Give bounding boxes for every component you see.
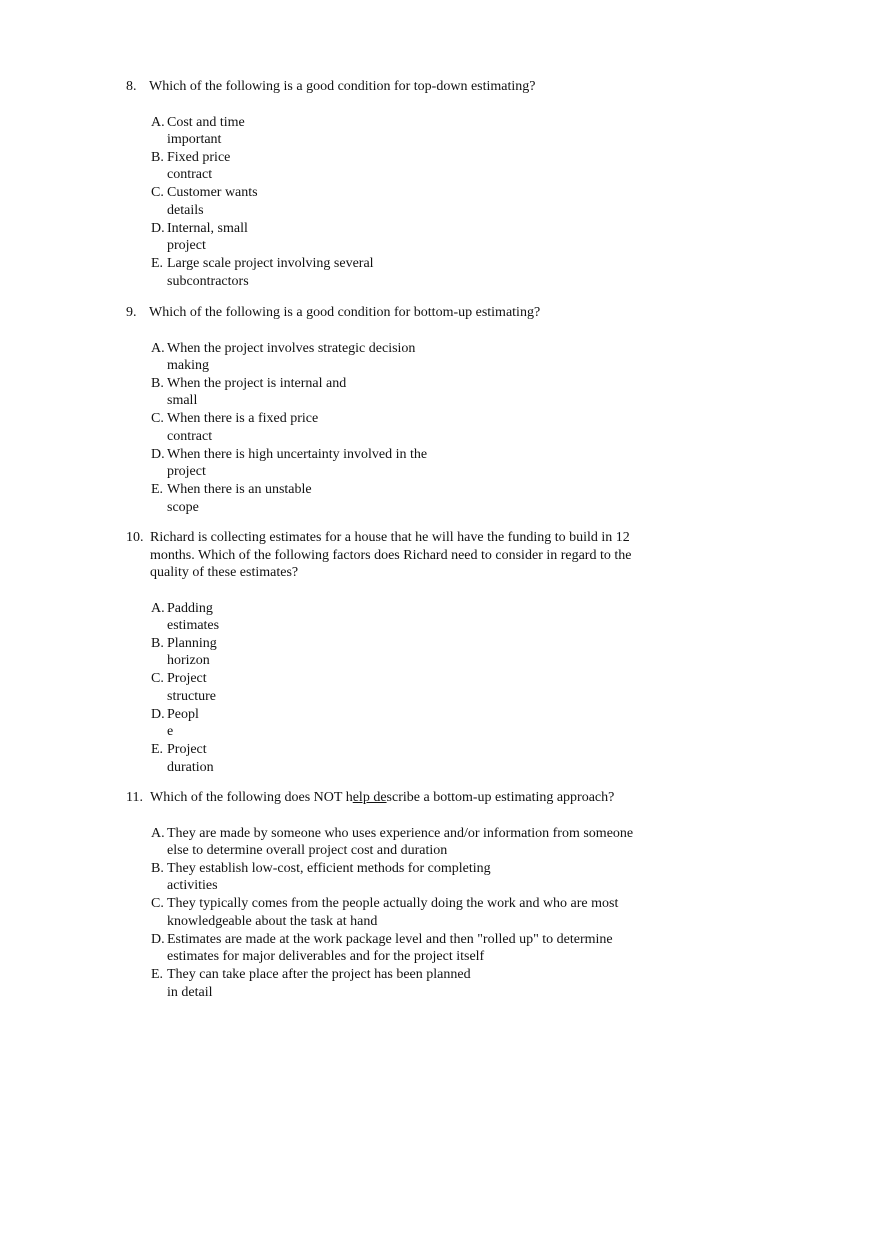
question-text-underlined: elp de [352,790,387,805]
option-line: duration [167,759,214,775]
answer-options [151,340,666,517]
option-letter: A. [151,825,165,841]
option-line: knowledgeable about the task at hand [167,913,378,929]
option-letter: A. [151,600,165,616]
option-line: When there is high uncertainty involved in the [167,446,428,462]
option-line: Peopl [167,706,199,722]
question-stem [126,529,666,582]
option-line: They are made by someone who uses experience and/or information from someone [167,825,634,841]
answer-option-c [151,410,666,445]
question-text-after: scribe a bottom-up estimating approach? [386,790,615,805]
option-text [167,966,471,1001]
option-line: details [167,202,204,218]
question-stem [126,304,666,322]
answer-option-d [151,446,666,481]
option-line: subcontractors [167,273,249,289]
option-line: small [167,393,198,409]
option-line: else to determine overall project cost and duration [167,843,448,858]
option-letter: E. [151,967,164,983]
option-line: When there is a fixed price [167,411,319,427]
option-line: When the project involves strategic decision [167,340,416,356]
option-line: Estimates are made at the work package level and then "rolled up" to determine [167,931,613,947]
option-line: Customer wants [167,185,258,201]
question-text-before: Which of the following does NOT h [150,790,353,805]
option-letter: D. [151,446,165,462]
question-number: 8. [126,79,137,94]
answer-options [151,825,666,1002]
question-line: months. Which of the following factors does Richard need to consider in regard to the [150,547,632,563]
option-letter: C. [151,185,164,201]
answer-option-c [151,670,666,705]
option-letter: A. [151,340,165,356]
option-line: project [167,238,206,254]
option-line: horizon [167,653,210,669]
question-10 [126,529,666,776]
question-line: Richard is collecting estimates for a house that he will have the funding to build in 12 [150,530,630,545]
question-11 [126,789,666,1001]
option-letter: D. [151,706,165,722]
answer-option-b [151,375,666,410]
option-letter: D. [151,931,165,947]
option-line: contract [167,428,213,444]
question-stem [126,78,666,96]
question-stem [126,789,666,807]
option-text [167,741,214,776]
question-text: Which of the following is a good condition for bottom-up estimating? [149,305,541,320]
option-text [167,184,258,219]
option-line: Internal, small [167,220,248,236]
option-letter: C. [151,411,164,427]
option-line: structure [167,688,216,704]
answer-option-a [151,340,666,375]
option-letter: C. [151,671,164,687]
option-line: contract [167,167,213,183]
option-letter: C. [151,896,164,912]
option-line: activities [167,878,218,894]
answer-option-e [151,481,666,516]
option-text [167,895,618,930]
option-letter: B. [151,860,164,876]
option-line: Large scale project involving several [167,256,374,272]
option-text [167,670,216,705]
option-text [167,931,613,966]
question-text: Which of the following is a good condition for top-down estimating? [149,79,536,94]
option-line: in detail [167,984,213,1000]
question-9 [126,304,666,516]
option-line: making [167,358,209,373]
option-text [167,149,230,184]
answer-option-b [151,860,666,895]
option-text [167,340,415,375]
option-letter: A. [151,114,165,130]
option-letter: B. [151,635,164,651]
option-line: project [167,464,206,480]
option-line: They typically comes from the people actually doing the work and who are most [167,896,619,912]
option-text [167,446,427,481]
question-number: 10. [126,530,144,545]
option-line: e [167,724,174,740]
option-text [167,635,217,670]
option-line: important [167,132,222,147]
answer-option-e [151,966,666,1001]
option-letter: B. [151,149,164,165]
option-line: Cost and time [167,114,245,130]
question-line: quality of these estimates? [150,565,299,580]
question-text [150,529,666,582]
option-line: scope [167,499,199,515]
option-line: When there is an unstable [167,482,312,498]
answer-option-b [151,149,666,184]
option-text [167,220,248,255]
option-line: Project [167,671,207,687]
answer-option-d [151,220,666,255]
answer-option-a [151,114,666,149]
option-text [167,600,219,635]
option-text [167,255,374,290]
option-text [167,825,633,860]
question-number: 9. [126,305,137,320]
answer-option-d [151,706,666,741]
option-letter: D. [151,220,165,236]
option-text [167,410,318,445]
option-line: They can take place after the project has been planned [167,967,471,983]
question-text [150,789,666,807]
option-text [167,481,312,516]
option-line: estimates for major deliverables and for the project itself [167,949,485,965]
answer-option-d [151,931,666,966]
option-text [167,706,199,741]
option-letter: E. [151,256,164,272]
question-8 [126,78,666,290]
answer-options [151,600,666,777]
answer-option-c [151,895,666,930]
option-line: Planning [167,635,217,651]
option-line: They establish low-cost, efficient methods for completing [167,860,491,876]
option-text [167,114,245,149]
answer-option-e [151,255,666,290]
option-line: estimates [167,618,220,633]
question-number: 11. [126,790,143,805]
answer-option-b [151,635,666,670]
option-text [167,860,491,895]
option-letter: E. [151,482,164,498]
answer-options [151,114,666,291]
answer-option-e [151,741,666,776]
option-letter: B. [151,375,164,391]
option-line: When the project is internal and [167,375,347,391]
answer-option-c [151,184,666,219]
option-letter: E. [151,742,164,758]
option-line: Fixed price [167,149,231,165]
option-line: Padding [167,600,213,616]
answer-option-a [151,600,666,635]
option-line: Project [167,742,207,758]
option-text [167,375,346,410]
answer-option-a [151,825,666,860]
